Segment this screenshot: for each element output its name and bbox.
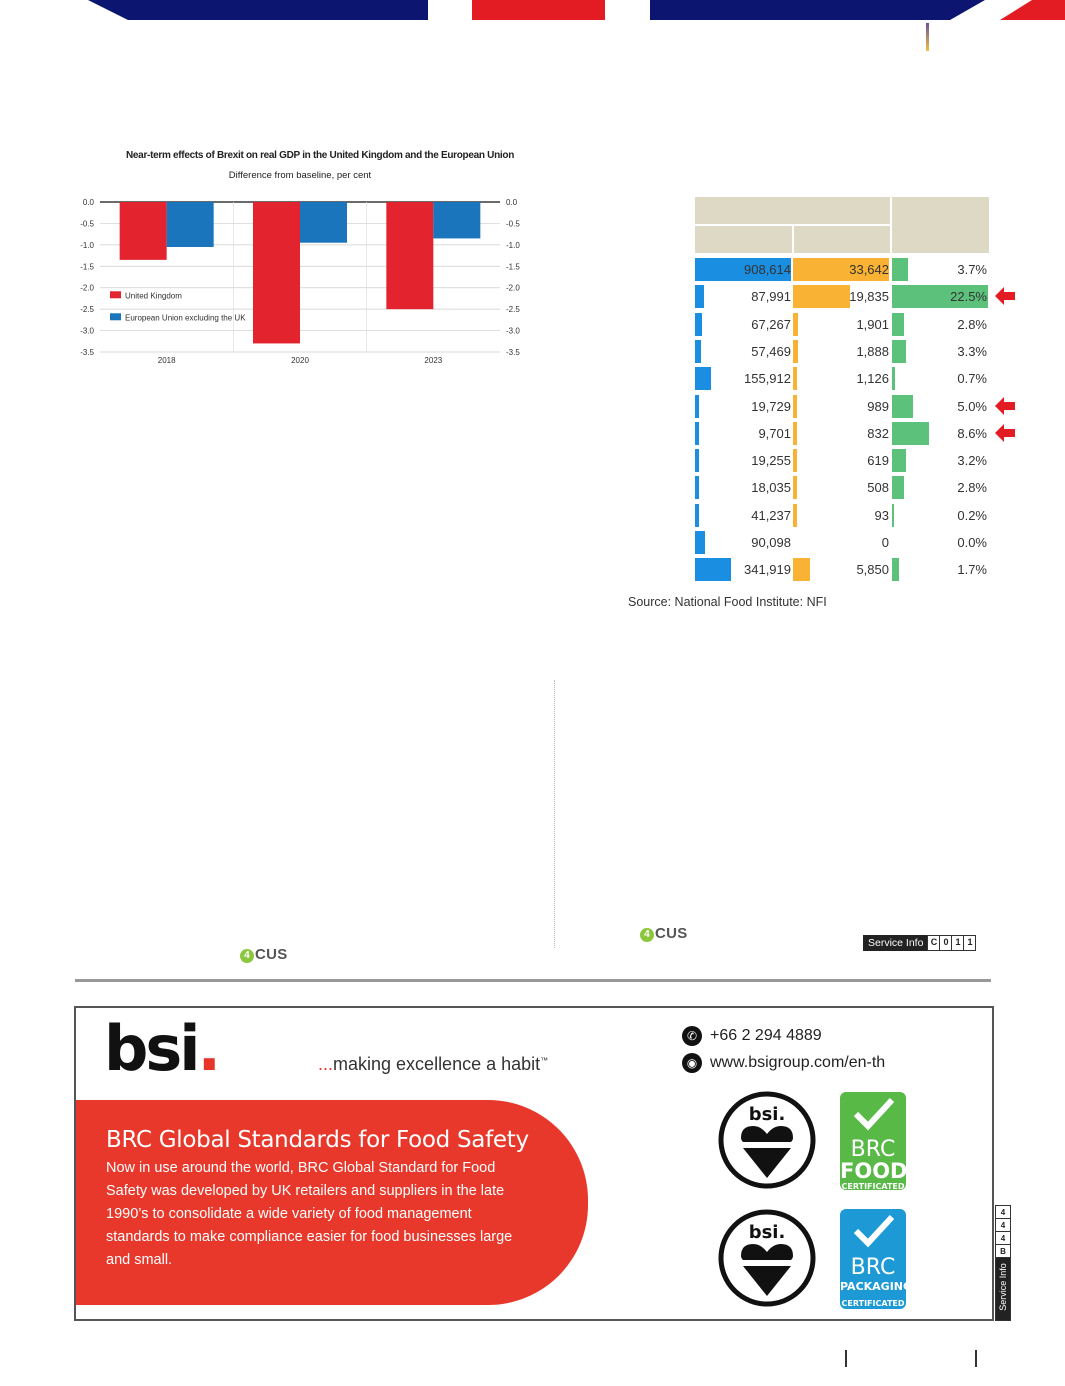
cell-col3: 2.8% (957, 480, 987, 496)
ad-body: Now in use around the world, BRC Global Standard for Food Safety was developed by UK retailers and suppliers in the late 1990’s to consolidate a wide variety of food management standards to make compliance easier for food businesses large and small. (106, 1160, 513, 1268)
bsi-advertisement (74, 1006, 994, 1321)
red-info-panel (76, 1100, 588, 1305)
x-tick-label: 2020 (291, 356, 309, 365)
footer-divider (845, 1350, 847, 1367)
bar-eu-2020 (300, 202, 347, 243)
legend-label: United Kingdom (125, 291, 182, 301)
y-tick-label-left: -3.5 (80, 348, 94, 357)
cell-col3: 5.0% (957, 398, 987, 414)
source-note: Source: National Food Institute: NFI (628, 595, 827, 609)
bar-uk-2023 (386, 202, 433, 309)
cell-col2: 33,642 (849, 262, 889, 277)
red-arrow-icon (995, 287, 1015, 308)
cell-col3: 22.5% (950, 289, 987, 305)
bar-col2 (793, 422, 797, 445)
focus-logo: 4 CUS (240, 946, 288, 963)
cell-col3: 3.3% (957, 343, 987, 359)
y-tick-label-left: -0.5 (80, 219, 94, 229)
y-tick-label-left: -2.5 (80, 305, 94, 315)
phone-number: +66 2 294 4889 (710, 1027, 822, 1044)
cell-col2: 989 (867, 398, 889, 414)
cell-col1: 9,701 (758, 425, 791, 441)
table-row (695, 557, 989, 582)
footer-divider (975, 1350, 977, 1367)
bar-col2 (793, 340, 798, 363)
table-row (695, 257, 989, 282)
y-tick-label-left: -1.0 (80, 240, 94, 250)
bar-col2 (793, 449, 797, 472)
top-banner (0, 0, 1065, 20)
cell-col2: 619 (867, 453, 889, 469)
phone-contact (682, 1026, 822, 1046)
table-row (695, 339, 989, 364)
x-tick-label: 2023 (424, 356, 443, 365)
bar-col2 (793, 313, 798, 336)
bar-col1 (695, 422, 699, 445)
cell-col2: 832 (867, 425, 889, 441)
bar-col3 (892, 476, 904, 499)
y-tick-label-right: -3.5 (506, 348, 520, 357)
bar-eu-2018 (167, 202, 214, 247)
cell-col2: 19,835 (849, 289, 889, 305)
bar-uk-2020 (253, 202, 300, 343)
bar-col1 (695, 367, 711, 390)
table-row (695, 284, 989, 309)
cell-col1: 19,255 (751, 453, 791, 469)
brc-food-badge: BRC FOOD CERTIFICATED (840, 1092, 906, 1190)
cell-col3: 2.8% (957, 316, 987, 332)
bar-col3 (892, 313, 904, 336)
table-row (695, 448, 989, 473)
legend-swatch (110, 313, 121, 320)
cell-col2: 93 (874, 507, 889, 523)
cell-col1: 19,729 (751, 398, 791, 414)
bar-col3 (892, 395, 913, 418)
bar-col1 (695, 476, 699, 499)
bar-col2 (793, 504, 797, 527)
kitemark-label: bsi. (748, 1104, 786, 1125)
legend-label: European Union excluding the UK (125, 313, 246, 323)
y-tick-label-right: -1.0 (506, 240, 520, 250)
table-row (695, 503, 989, 528)
y-tick-label-right: -2.5 (506, 305, 520, 315)
checkmark-icon (840, 1092, 906, 1136)
bar-col1 (695, 558, 731, 581)
cell-col1: 90,098 (751, 535, 791, 550)
bar-col1 (695, 313, 702, 336)
decorative-tick (926, 23, 929, 51)
column-divider (554, 680, 555, 948)
table-row (695, 366, 989, 391)
x-tick-label: 2018 (157, 356, 176, 365)
bar-col3 (892, 558, 899, 581)
y-tick-label-right: -0.5 (506, 219, 520, 229)
bar-col2 (793, 476, 797, 499)
bar-col1 (695, 395, 699, 418)
service-info-box (863, 935, 976, 951)
cell-col2: 1,888 (856, 343, 889, 359)
bar-col1 (695, 340, 701, 363)
cell-col3: 1.7% (957, 562, 987, 578)
y-tick-label-left: 0.0 (82, 198, 94, 207)
cell-col3: 0.7% (957, 371, 987, 387)
y-tick-label-right: -2.0 (506, 283, 520, 293)
cell-col3: 0.0% (957, 535, 987, 550)
y-tick-label-right: -3.0 (506, 326, 520, 336)
service-info-cell: 0 (939, 935, 952, 951)
horizontal-rule (75, 979, 991, 982)
cell-col1: 67,267 (751, 316, 791, 332)
website-link: www.bsigroup.com/en-th (710, 1054, 886, 1071)
bar-col3 (892, 504, 894, 527)
bar-col3 (892, 258, 908, 281)
bar-col1 (695, 504, 699, 527)
bsi-logo: bsi. (104, 1012, 219, 1085)
cell-col3: 0.2% (957, 507, 987, 523)
bar-col1 (695, 285, 704, 308)
table-row (695, 312, 989, 337)
table-row (695, 530, 989, 555)
cell-col1: 18,035 (751, 480, 791, 496)
bar-col3 (892, 367, 895, 390)
tagline: ...making excellence a habit™ (318, 1054, 549, 1074)
food-table-chart (695, 197, 990, 587)
bar-col2 (793, 367, 797, 390)
bsi-kitemark-icon (717, 1208, 817, 1308)
y-tick-label-right: 0.0 (506, 198, 518, 207)
cell-col2: 0 (881, 535, 889, 550)
bar-col3 (892, 340, 906, 363)
brc-packaging-badge: BRC PACKAGING CERTIFICATED (840, 1209, 906, 1309)
table-row (695, 394, 989, 419)
cell-col1: 908,614 (744, 262, 791, 277)
service-info-cell: C (927, 935, 940, 951)
bar-col1 (695, 449, 699, 472)
cell-col2: 508 (867, 480, 889, 496)
bar-col2 (793, 558, 810, 581)
focus-logo: 4 CUS (640, 925, 688, 942)
service-info-cell: 1 (951, 935, 964, 951)
table-row (695, 421, 989, 446)
chart-subtitle: Difference from baseline, per cent (228, 170, 372, 181)
red-arrow-icon (995, 397, 1015, 418)
side-service-tab: 4 4 4 B Service Info (995, 1205, 1011, 1321)
bar-col2 (793, 285, 850, 308)
cell-col3: 3.7% (957, 262, 987, 277)
y-tick-label-right: -1.5 (506, 262, 520, 272)
bar-col3 (892, 449, 906, 472)
gdp-chart (70, 140, 540, 380)
bar-uk-2018 (120, 202, 167, 260)
kitemark-label: bsi. (748, 1222, 786, 1243)
service-info-label: Service Info (863, 935, 928, 951)
cell-col1: 155,912 (744, 371, 791, 387)
bar-col1 (695, 531, 705, 554)
cell-col2: 5,850 (856, 562, 889, 578)
legend-swatch (110, 291, 121, 298)
cell-col1: 87,991 (751, 289, 791, 305)
cell-col2: 1,901 (856, 316, 889, 332)
red-arrow-icon (995, 424, 1015, 445)
table-header (695, 197, 989, 253)
globe-icon: ◉ (682, 1053, 702, 1073)
cell-col3: 8.6% (957, 425, 987, 441)
bar-col2 (793, 395, 797, 418)
bar-eu-2023 (433, 202, 480, 238)
y-tick-label-left: -2.0 (80, 283, 94, 293)
y-tick-label-left: -1.5 (80, 262, 94, 272)
web-contact[interactable] (682, 1053, 885, 1073)
cell-col2: 1,126 (856, 371, 889, 387)
cell-col3: 3.2% (957, 453, 987, 469)
chart-plot (70, 140, 540, 380)
table-row (695, 475, 989, 500)
service-info-cell: 1 (963, 935, 976, 951)
ad-headline: BRC Global Standards for Food Safety (106, 1127, 529, 1153)
checkmark-icon (840, 1209, 906, 1253)
bar-col3 (892, 422, 929, 445)
phone-icon: ✆ (682, 1026, 702, 1046)
y-tick-label-left: -3.0 (80, 326, 94, 336)
cell-col1: 57,469 (751, 343, 791, 359)
bsi-kitemark-icon (717, 1090, 817, 1190)
cell-col1: 41,237 (751, 507, 791, 523)
cell-col1: 341,919 (744, 562, 791, 578)
chart-title: Near-term effects of Brexit on real GDP in the United Kingdom and the European Union (126, 150, 514, 161)
